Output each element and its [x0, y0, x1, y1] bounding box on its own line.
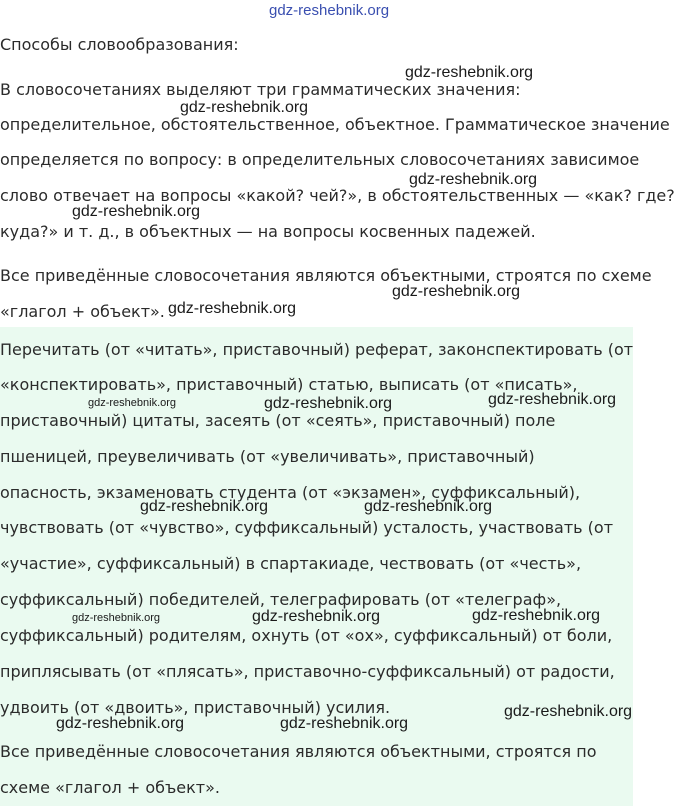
answer-line: «участие», суффиксальный) в спартакиаде, чествовать (от «честь»,: [0, 554, 582, 573]
answer-summary-line: Все приведённые словосочетания являются объектными, строятся по: [0, 742, 597, 761]
answer-line: «конспектировать», приставочный) статью, выписать (от «писать»,: [0, 375, 578, 394]
answer-line: суффиксальный) родителям, охнуть (от «ох», суффиксальный) от боли,: [0, 626, 613, 645]
answer-line: суффиксальный) победителей, телеграфировать (от «телеграф»,: [0, 590, 562, 609]
watermark: gdz-reshebnik.org: [140, 498, 269, 515]
answer-line: опасность, экзаменовать студента (от «экзамен», суффиксальный),: [0, 483, 581, 502]
answer-line: приплясывать (от «плясать», приставочно-суффиксальный) от радости,: [0, 662, 615, 681]
intro-line: определительное, обстоятельственное, объектное. Грамматическое значение: [0, 115, 670, 134]
intro-line: слово отвечает на вопросы «какой? чей?», в обстоятельственных — «как? где?: [0, 186, 675, 205]
top-watermark: gdz-reshebnik.org: [269, 2, 390, 19]
watermark: gdz-reshebnik.org: [472, 607, 601, 624]
watermark: gdz-reshebnik.org: [252, 608, 381, 625]
watermark: gdz-reshebnik.org: [405, 64, 534, 81]
heading: Способы словообразования:: [0, 35, 239, 54]
watermark: gdz-reshebnik.org: [88, 397, 177, 409]
watermark: gdz-reshebnik.org: [409, 171, 538, 188]
watermark: gdz-reshebnik.org: [264, 395, 393, 412]
watermark: gdz-reshebnik.org: [180, 99, 309, 116]
watermark: gdz-reshebnik.org: [280, 715, 409, 732]
watermark: gdz-reshebnik.org: [364, 498, 493, 515]
answer-summary-line: схеме «глагол + объект».: [0, 778, 220, 797]
watermark: gdz-reshebnik.org: [72, 612, 161, 624]
watermark: gdz-reshebnik.org: [488, 391, 617, 408]
watermark: gdz-reshebnik.org: [168, 300, 297, 317]
intro-line: куда?» и т. д., в объектных — на вопросы косвенных падежей.: [0, 222, 536, 241]
watermark: gdz-reshebnik.org: [392, 283, 521, 300]
answer-line: Перечитать (от «читать», приставочный) реферат, законспектировать (от: [0, 340, 634, 359]
watermark: gdz-reshebnik.org: [72, 203, 201, 220]
answer-line: удвоить (от «двоить», приставочный) усилия.: [0, 698, 391, 717]
intro-line: определяется по вопросу: в определительных словосочетаниях зависимое: [0, 150, 640, 169]
watermark: gdz-reshebnik.org: [504, 703, 633, 720]
answer-line: приставочный) цитаты, засеять (от «сеять», приставочный) поле: [0, 411, 556, 430]
intro-line: В словосочетаниях выделяют три грамматических значения:: [0, 80, 521, 99]
answer-line: чувствовать (от «чувство», суффиксальный) усталость, участвовать (от: [0, 518, 614, 537]
answer-line: пшеницей, преувеличивать (от «увеличивать», приставочный): [0, 447, 535, 466]
watermark: gdz-reshebnik.org: [56, 715, 185, 732]
summary-line: «глагол + объект».: [0, 302, 165, 321]
summary-line: Все приведённые словосочетания являются объектными, строятся по схеме: [0, 266, 652, 285]
